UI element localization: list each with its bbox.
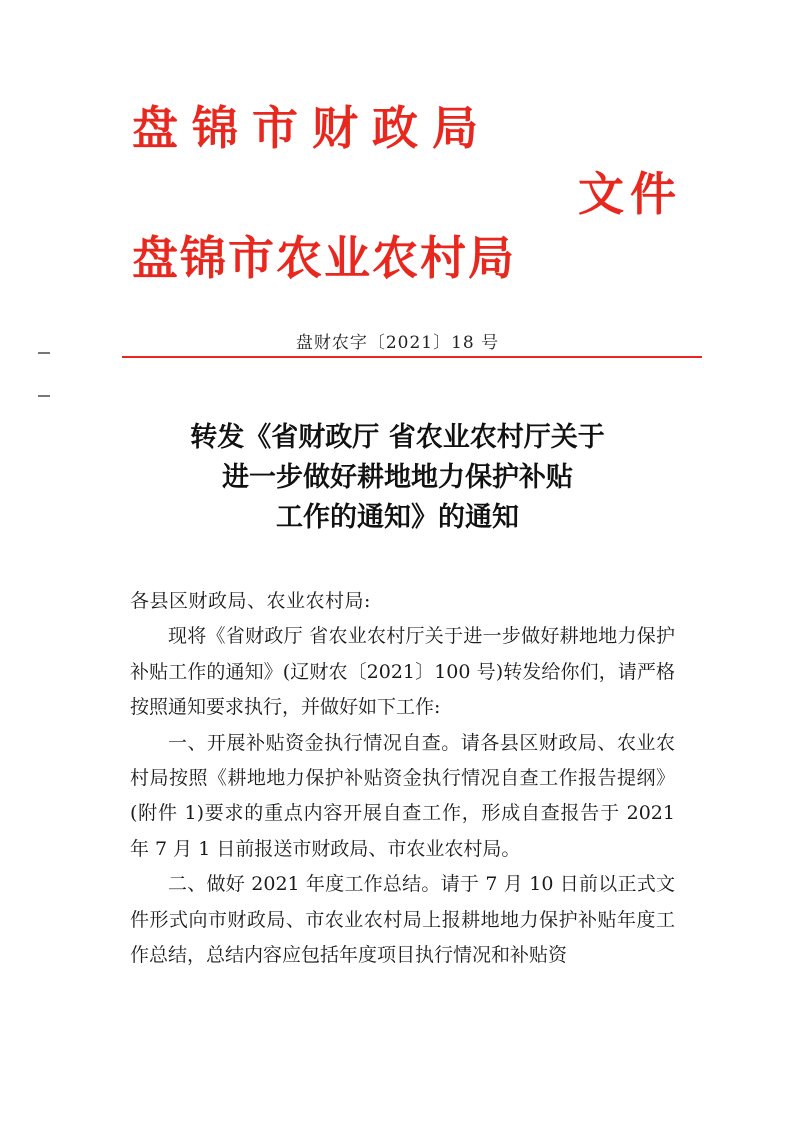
document-body (130, 584, 675, 973)
body-paragraph: 一、开展补贴资金执行情况自查。请各县区财政局、农业农村局按照《耕地地力保护补贴资金执行情况自查工作报告提纲》(附件 1)要求的重点内容开展自查工作，形成自查报告于 2021 年 7 月 1 日前报送市财政局、市农业农村局。 (130, 731, 675, 860)
salutation: 各县区财政局、农业农村局: (130, 590, 371, 612)
body-paragraph: 现将《省财政厅 省农业农村厅关于进一步做好耕地地力保护补贴工作的通知》(辽财农〔2021〕100 号)转发给你们，请严格按照通知要求执行，并做好如下工作: (130, 625, 675, 719)
title-line: 转发《省财政厅 省农业农村厅关于 (190, 422, 605, 453)
red-separator-line (122, 356, 702, 358)
document-number: 盘财农字〔2021〕18 号 (295, 333, 500, 353)
issuer-finance-bureau: 盘锦市财政局 (132, 101, 492, 155)
document-title (0, 418, 795, 538)
document-label: 文件 (578, 167, 682, 221)
binding-mark (38, 352, 50, 354)
body-paragraph: 二、做好 2021 年度工作总结。请于 7 月 10 日前以正式文件形式向市财政局、市农业农村局上报耕地地力保护补贴年度工作总结，总结内容应包括年度项目执行情况和补贴资 (130, 873, 675, 967)
issuer-agriculture-bureau: 盘锦市农业农村局 (132, 231, 516, 285)
title-line: 进一步做好耕地地力保护补贴 (222, 462, 573, 493)
title-line: 工作的通知》的通知 (276, 502, 519, 533)
binding-mark (38, 395, 50, 397)
